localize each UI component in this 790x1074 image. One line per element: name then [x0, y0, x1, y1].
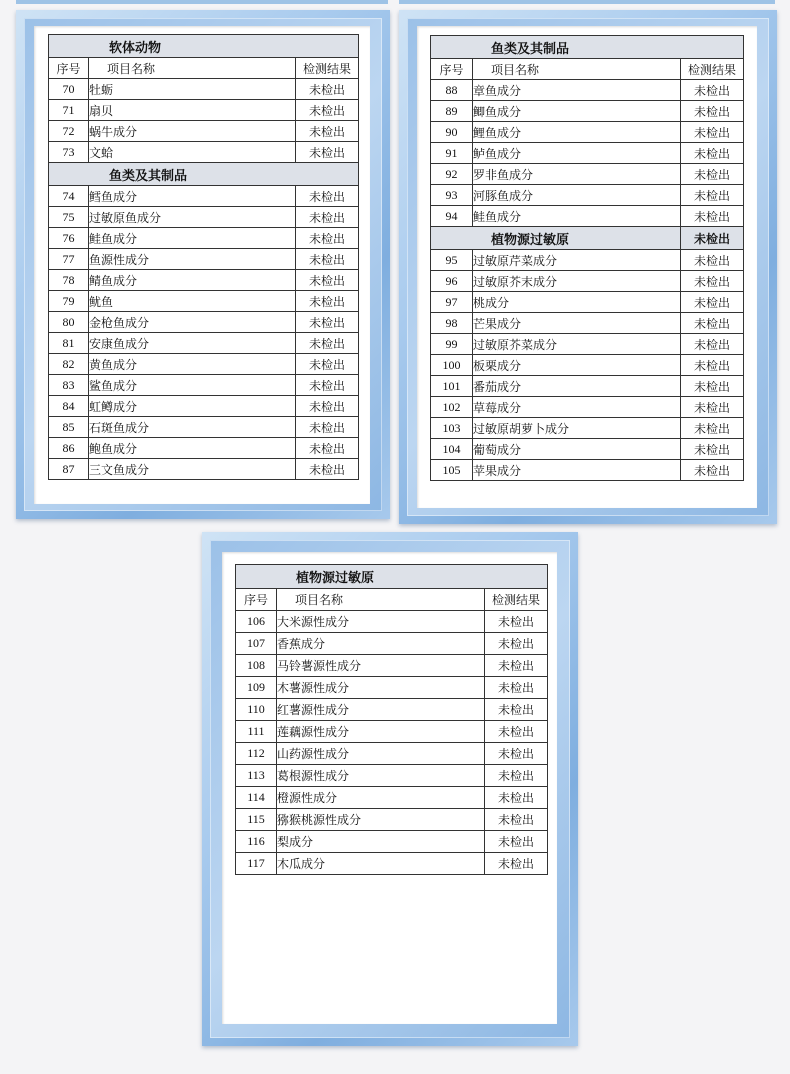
row-number: 114	[236, 787, 277, 809]
detection-result: 未检出	[296, 228, 359, 249]
table-row	[49, 121, 359, 142]
detection-result: 未检出	[296, 312, 359, 333]
row-number: 82	[49, 354, 89, 375]
item-name: 红薯源性成分	[277, 699, 485, 721]
detection-result: 未检出	[296, 333, 359, 354]
table-row	[236, 743, 548, 765]
table-row	[49, 79, 359, 100]
detection-result: 未检出	[485, 743, 548, 765]
detection-result: 未检出	[681, 271, 744, 292]
row-number: 99	[431, 334, 473, 355]
table-row	[431, 460, 744, 481]
detection-result: 未检出	[681, 250, 744, 271]
detection-result: 未检出	[296, 121, 359, 142]
row-number: 72	[49, 121, 89, 142]
item-name: 葡萄成分	[473, 439, 681, 460]
table-row	[49, 291, 359, 312]
item-name: 桃成分	[473, 292, 681, 313]
detection-result: 未检出	[485, 831, 548, 853]
header-no: 序号	[49, 58, 89, 79]
header-name: 项目名称	[277, 589, 485, 611]
item-name: 橙源性成分	[277, 787, 485, 809]
detection-result: 未检出	[681, 418, 744, 439]
item-name: 过敏原鱼成分	[89, 207, 296, 228]
item-name: 莲藕源性成分	[277, 721, 485, 743]
table-panel-3	[235, 564, 548, 875]
column-header-row	[431, 59, 744, 80]
detection-result: 未检出	[485, 699, 548, 721]
detection-result: 未检出	[296, 375, 359, 396]
table-row	[236, 655, 548, 677]
table-row	[236, 787, 548, 809]
table-row	[49, 249, 359, 270]
header-name: 项目名称	[89, 58, 296, 79]
row-number: 117	[236, 853, 277, 875]
row-number: 90	[431, 122, 473, 143]
header-result: 检测结果	[485, 589, 548, 611]
item-name: 鲫鱼成分	[473, 101, 681, 122]
table-row	[49, 100, 359, 121]
detection-result: 未检出	[681, 80, 744, 101]
item-name: 章鱼成分	[473, 80, 681, 101]
detection-result: 未检出	[485, 853, 548, 875]
row-number: 107	[236, 633, 277, 655]
row-number: 83	[49, 375, 89, 396]
detection-result: 未检出	[485, 787, 548, 809]
row-number: 86	[49, 438, 89, 459]
table-row	[49, 186, 359, 207]
table-row	[49, 207, 359, 228]
detection-result: 未检出	[296, 100, 359, 121]
header-result: 检测结果	[296, 58, 359, 79]
row-number: 102	[431, 397, 473, 418]
detection-result: 未检出	[485, 611, 548, 633]
item-name: 蜗牛成分	[89, 121, 296, 142]
row-number: 94	[431, 206, 473, 227]
detection-result: 未检出	[681, 355, 744, 376]
header-no: 序号	[236, 589, 277, 611]
header-no: 序号	[431, 59, 473, 80]
row-number: 76	[49, 228, 89, 249]
row-number: 92	[431, 164, 473, 185]
item-name: 黄鱼成分	[89, 354, 296, 375]
table-panel-2	[430, 35, 744, 481]
item-name: 过敏原芹菜成分	[473, 250, 681, 271]
section-result: 未检出	[681, 227, 744, 250]
section-header-row	[431, 227, 744, 250]
header-result: 检测结果	[681, 59, 744, 80]
table-row	[236, 611, 548, 633]
detection-result: 未检出	[296, 396, 359, 417]
row-number: 95	[431, 250, 473, 271]
table-row	[431, 206, 744, 227]
table-row	[431, 397, 744, 418]
table-row	[49, 354, 359, 375]
section-header-row	[431, 36, 744, 59]
row-number: 70	[49, 79, 89, 100]
row-number: 79	[49, 291, 89, 312]
item-name: 牡蛎	[89, 79, 296, 100]
table-row	[236, 809, 548, 831]
item-name: 鲤鱼成分	[473, 122, 681, 143]
section-header-row	[49, 163, 359, 186]
detection-result: 未检出	[296, 186, 359, 207]
item-name: 鲑鱼成分	[473, 206, 681, 227]
detection-result: 未检出	[296, 438, 359, 459]
column-header-row	[49, 58, 359, 79]
row-number: 116	[236, 831, 277, 853]
row-number: 91	[431, 143, 473, 164]
row-number: 78	[49, 270, 89, 291]
row-number: 98	[431, 313, 473, 334]
detection-result: 未检出	[485, 633, 548, 655]
detection-result: 未检出	[296, 459, 359, 480]
detection-result: 未检出	[296, 270, 359, 291]
item-name: 大米源性成分	[277, 611, 485, 633]
section-title: 软体动物	[49, 35, 359, 58]
row-number: 105	[431, 460, 473, 481]
row-number: 109	[236, 677, 277, 699]
row-number: 71	[49, 100, 89, 121]
detection-result: 未检出	[681, 439, 744, 460]
item-name: 梨成分	[277, 831, 485, 853]
table-row	[49, 396, 359, 417]
item-name: 文蛤	[89, 142, 296, 163]
detection-result: 未检出	[681, 164, 744, 185]
table-row	[431, 355, 744, 376]
table-row	[49, 417, 359, 438]
row-number: 84	[49, 396, 89, 417]
table-row	[49, 228, 359, 249]
row-number: 87	[49, 459, 89, 480]
section-header-row	[236, 565, 548, 589]
table-row	[49, 270, 359, 291]
detection-result: 未检出	[296, 142, 359, 163]
item-name: 扇贝	[89, 100, 296, 121]
table-row	[431, 292, 744, 313]
item-name: 鲑鱼成分	[89, 228, 296, 249]
row-number: 73	[49, 142, 89, 163]
item-name: 安康鱼成分	[89, 333, 296, 354]
item-name: 河豚鱼成分	[473, 185, 681, 206]
row-number: 115	[236, 809, 277, 831]
detection-result: 未检出	[681, 334, 744, 355]
table-row	[49, 142, 359, 163]
row-number: 103	[431, 418, 473, 439]
table-row	[431, 313, 744, 334]
table-row	[431, 439, 744, 460]
item-name: 虹鳟成分	[89, 396, 296, 417]
detection-result: 未检出	[681, 185, 744, 206]
item-name: 鲈鱼成分	[473, 143, 681, 164]
item-name: 芒果成分	[473, 313, 681, 334]
item-name: 金枪鱼成分	[89, 312, 296, 333]
detection-result: 未检出	[681, 292, 744, 313]
item-name: 木薯源性成分	[277, 677, 485, 699]
frame-panel-3	[202, 532, 578, 1046]
item-name: 过敏原芥末成分	[473, 271, 681, 292]
top-strip	[16, 0, 388, 4]
item-name: 猕猴桃源性成分	[277, 809, 485, 831]
detection-result: 未检出	[485, 721, 548, 743]
detection-result: 未检出	[681, 206, 744, 227]
item-name: 三文鱼成分	[89, 459, 296, 480]
table-row	[236, 677, 548, 699]
item-name: 山药源性成分	[277, 743, 485, 765]
table-row	[236, 721, 548, 743]
item-name: 草莓成分	[473, 397, 681, 418]
item-name: 过敏原芥菜成分	[473, 334, 681, 355]
section-header-row	[49, 35, 359, 58]
item-name: 马铃薯源性成分	[277, 655, 485, 677]
detection-result: 未检出	[681, 122, 744, 143]
table-row	[236, 633, 548, 655]
item-name: 过敏原胡萝卜成分	[473, 418, 681, 439]
item-name: 番茄成分	[473, 376, 681, 397]
detection-result: 未检出	[681, 397, 744, 418]
detection-result: 未检出	[296, 249, 359, 270]
detection-result: 未检出	[681, 460, 744, 481]
table-row	[431, 250, 744, 271]
item-name: 木瓜成分	[277, 853, 485, 875]
table-row	[236, 853, 548, 875]
detection-result: 未检出	[296, 354, 359, 375]
row-number: 100	[431, 355, 473, 376]
table-row	[236, 765, 548, 787]
row-number: 113	[236, 765, 277, 787]
item-name: 石斑鱼成分	[89, 417, 296, 438]
row-number: 88	[431, 80, 473, 101]
detection-result: 未检出	[681, 313, 744, 334]
row-number: 104	[431, 439, 473, 460]
row-number: 110	[236, 699, 277, 721]
row-number: 81	[49, 333, 89, 354]
table-row	[431, 185, 744, 206]
item-name: 苹果成分	[473, 460, 681, 481]
row-number: 89	[431, 101, 473, 122]
row-number: 101	[431, 376, 473, 397]
table-row	[431, 143, 744, 164]
table-row	[236, 699, 548, 721]
table-row	[431, 376, 744, 397]
row-number: 85	[49, 417, 89, 438]
detection-result: 未检出	[296, 79, 359, 100]
item-name: 鱿鱼	[89, 291, 296, 312]
item-name: 鲍鱼成分	[89, 438, 296, 459]
table-row	[431, 80, 744, 101]
section-title: 植物源过敏原	[236, 565, 548, 589]
header-name: 项目名称	[473, 59, 681, 80]
detection-result: 未检出	[681, 101, 744, 122]
column-header-row	[236, 589, 548, 611]
table-row	[431, 271, 744, 292]
item-name: 板栗成分	[473, 355, 681, 376]
frame-panel-2	[399, 10, 777, 524]
row-number: 93	[431, 185, 473, 206]
item-name: 鲭鱼成分	[89, 270, 296, 291]
section-title: 植物源过敏原	[431, 227, 681, 250]
item-name: 葛根源性成分	[277, 765, 485, 787]
item-name: 鲨鱼成分	[89, 375, 296, 396]
frame-panel-1	[16, 10, 390, 519]
table-row	[236, 831, 548, 853]
table-row	[431, 418, 744, 439]
row-number: 106	[236, 611, 277, 633]
section-title: 鱼类及其制品	[49, 163, 359, 186]
row-number: 111	[236, 721, 277, 743]
table-row	[431, 164, 744, 185]
row-number: 112	[236, 743, 277, 765]
table-row	[431, 334, 744, 355]
section-title: 鱼类及其制品	[431, 36, 744, 59]
item-name: 鱼源性成分	[89, 249, 296, 270]
detection-result: 未检出	[681, 376, 744, 397]
table-row	[431, 122, 744, 143]
detection-result: 未检出	[681, 143, 744, 164]
row-number: 77	[49, 249, 89, 270]
row-number: 96	[431, 271, 473, 292]
table-row	[49, 312, 359, 333]
detection-result: 未检出	[296, 417, 359, 438]
detection-result: 未检出	[485, 809, 548, 831]
table-row	[49, 333, 359, 354]
row-number: 75	[49, 207, 89, 228]
top-strip	[399, 0, 775, 4]
row-number: 108	[236, 655, 277, 677]
table-panel-1	[48, 34, 359, 480]
table-row	[49, 459, 359, 480]
table-row	[431, 101, 744, 122]
table-row	[49, 375, 359, 396]
row-number: 74	[49, 186, 89, 207]
table-row	[49, 438, 359, 459]
item-name: 罗非鱼成分	[473, 164, 681, 185]
detection-result: 未检出	[485, 765, 548, 787]
detection-result: 未检出	[485, 655, 548, 677]
detection-result: 未检出	[296, 207, 359, 228]
item-name: 香蕉成分	[277, 633, 485, 655]
row-number: 80	[49, 312, 89, 333]
detection-result: 未检出	[296, 291, 359, 312]
item-name: 鳕鱼成分	[89, 186, 296, 207]
row-number: 97	[431, 292, 473, 313]
detection-result: 未检出	[485, 677, 548, 699]
